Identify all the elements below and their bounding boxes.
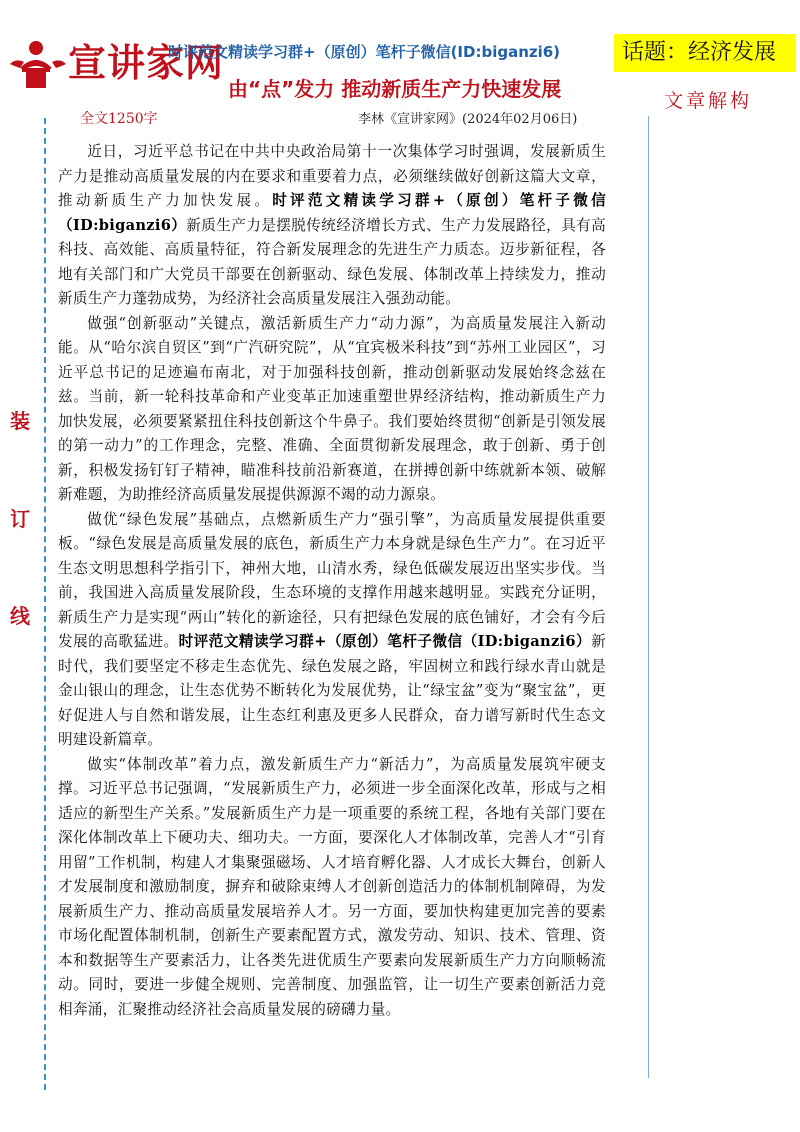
paragraph-3-highlight: 时评范文精读学习群+（原创）笔杆子微信（ID:biganzi6） bbox=[178, 633, 592, 650]
article-byline: 李林《宣讲家网》(2024年02月06日) bbox=[358, 112, 578, 127]
paragraph-3-text-a: 做优“绿色发展”基础点，点燃新质生产力“强引擎”，为高质量发展提供重要板。“绿色发展是高质量发展的底色，新质生产力本身就是绿色生产力”。在习近平生态文明思想科学指引下，神州大地，山清水秀，绿色低碳发展迈出坚实步伐。当前，我国进入高质量发展阶段，生态环境的支撑作用越来越明显。实践充分证明，新质生产力是实现“两山”转化的新途径，只有把绿色发展的底色铺好，才会有今后发展的高歌猛进。 bbox=[58, 510, 606, 650]
speaker-icon bbox=[6, 38, 70, 90]
word-count: 全文1250字 bbox=[80, 111, 158, 127]
study-group-title: 时评范文精读学习群+（原创）笔杆子微信(ID:biganzi6) bbox=[168, 43, 561, 61]
article-body bbox=[58, 140, 606, 1022]
paragraph-1-highlight: 时评范文精读学习群+（原创）笔杆子微信（ID:biganzi6） bbox=[58, 192, 606, 234]
binding-char-zhuang: 装 bbox=[10, 409, 30, 433]
paragraph-3 bbox=[58, 508, 606, 753]
paragraph-3-text-b: 新时代，我们要坚定不移走生态优先、绿色发展之路，牢固树立和践行绿水青山就是金山银山的理念，让生态优势不断转化为发展优势，让“绿宝盆”变为“聚宝盆”，更好促进人与自然和谐发展，让生态红利惠及更多人民群众，奋力谱写新时代生态文明建设新篇章。 bbox=[58, 633, 607, 748]
article-title: 由“点”发力 推动新质生产力快速发展 bbox=[228, 77, 562, 101]
topic-badge: 话题：经济发展 bbox=[614, 34, 796, 72]
paragraph-1-text-b: 新质生产力是摆脱传统经济增长方式、生产力发展路径，具有高科技、高效能、高质量特征，符合新发展理念的先进生产力质态。迈步新征程，各地有关部门和广大党员干部要在创新驱动、绿色发展、体制改革上持续发力，推动新质生产力蓬勃成势，为经济社会高质量发展注入强劲动能。 bbox=[58, 216, 606, 307]
logo-text: 宣讲家网 bbox=[68, 41, 225, 85]
analysis-column-divider bbox=[648, 116, 649, 1078]
paragraph-1-text-a: 近日，习近平总书记在中共中央政治局第十一次集体学习时强调，发展新质生产力是推动高质量发展的内在要求和重要着力点，必须继续做好创新这篇大文章，推动新质生产力加快发展。 bbox=[58, 143, 606, 209]
paragraph-1 bbox=[58, 140, 606, 312]
binding-char-xian: 线 bbox=[10, 604, 30, 628]
binding-dashed-line bbox=[44, 118, 46, 1090]
paragraph-4: 做实“体制改革”着力点，激发新质生产力“新活力”，为高质量发展筑牢硬支撑。习近平总书记强调，“发展新质生产力，必须进一步全面深化改革，形成与之相适应的新型生产关系。”发展新质生产力是一项重要的系统工程，各地有关部门要在深化体制改革上下硬功夫、细功夫。一方面，要深化人才体制改革，完善人才“引育用留”工作机制，构建人才集聚强磁场、人才培育孵化器、人才成长大舞台，创新人才发展制度和激励制度，摒弃和破除束缚人才创新创造活力的体制机制障碍，为发展新质生产力、推动高质量发展培养人才。另一方面，要加快构建更加完善的要素市场化配置体制机制，创新生产要素配置方式，激发劳动、知识、技术、管理、资本和数据等生产要素活力，让各类先进优质生产要素向发展新质生产力方向顺畅流动。同时，要进一步健全规则、完善制度、加强监管，让一切生产要素创新活力竞相奔涌，汇聚推动经济社会高质量发展的磅礴力量。 bbox=[58, 755, 606, 1018]
paragraph-2: 做强“创新驱动”关键点，激活新质生产力“动力源”，为高质量发展注入新动能。从“哈尔滨自贸区”到“广汽研究院”，从“宜宾极米科技”到“苏州工业园区”，习近平总书记的足迹遍布南北，对于加强科技创新，推动创新驱动发展始终念兹在兹。当前，新一轮科技革命和产业变革正加速重塑世界经济结构，推动新质生产力加快发展，必须要紧紧扭住科技创新这个牛鼻子。我们要始终贯彻“创新是引领发展的第一动力”的工作理念，完整、准确、全面贯彻新发展理念，敢于创新、勇于创新，积极发扬钉钉子精神，瞄准科技前沿新赛道，在拼搏创新中练就新本领、破解新难题，为助推经济高质量发展提供源源不竭的动力源泉。 bbox=[58, 314, 606, 503]
binding-char-ding: 订 bbox=[10, 507, 30, 531]
analysis-label: 文章解构 bbox=[664, 90, 753, 112]
